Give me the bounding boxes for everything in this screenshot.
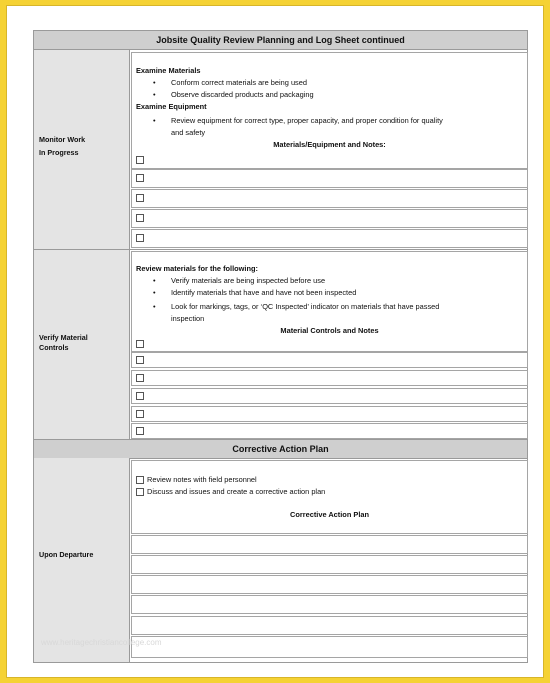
upon-departure-label-cell [34,458,130,662]
notes-line[interactable] [131,169,528,188]
bullet-marker: • [153,78,156,87]
notes-line[interactable] [131,209,528,228]
notes-line[interactable] [131,423,528,439]
materials-equipment-notes-heading: Materials/Equipment and Notes: [273,140,386,149]
notes-checkbox[interactable] [136,156,144,164]
verify-material-label-line1: Verify Material [39,333,88,342]
notes-line[interactable] [131,229,528,248]
form-title: Jobsite Quality Review Planning and Log Sheet continued [34,31,527,50]
equipment-bullet-line2: and safety [171,128,206,137]
notes-checkbox[interactable] [136,356,144,364]
document-sheet [7,6,543,677]
monitor-work-label-line1: Monitor Work [39,135,86,144]
verify-bullet-1: Verify materials are being inspected before use [171,276,326,285]
materials-bullet-2: Observe discarded products and packaging [171,90,314,99]
verify-bullet-2: Identify materials that have and have not been inspected [171,288,357,297]
bullet-marker: • [153,302,156,311]
verify-material-instructions [131,251,528,352]
notes-checkbox[interactable] [136,340,144,348]
monitor-work-label-line2: In Progress [39,148,79,157]
notes-checkbox[interactable] [136,427,144,435]
plan-line[interactable] [131,555,528,574]
watermark: www.heritagechristiancollege.com [41,638,162,647]
bullet-marker: • [153,116,156,125]
notes-line[interactable] [131,370,528,386]
notes-checkbox[interactable] [136,194,144,202]
notes-line[interactable] [131,189,528,208]
review-materials-heading: Review materials for the following: [136,264,258,273]
bullet-marker: • [153,276,156,285]
bullet-marker: • [153,288,156,297]
plan-line[interactable] [131,636,528,658]
discuss-issues-item: Discuss and issues and create a corrective action plan [147,487,326,496]
plan-line[interactable] [131,595,528,614]
discuss-issues-checkbox[interactable] [136,488,144,496]
verify-material-label-cell [34,250,130,439]
examine-equipment-heading: Examine Equipment [136,102,207,111]
materials-bullet-1: Conform correct materials are being used [171,78,307,87]
corrective-action-header: Corrective Action Plan [34,439,527,459]
examine-materials-heading: Examine Materials [136,66,201,75]
bullet-marker: • [153,90,156,99]
corrective-plan-heading: Corrective Action Plan [290,510,369,519]
upon-departure-label: Upon Departure [39,550,94,559]
review-notes-checkbox[interactable] [136,476,144,484]
notes-checkbox[interactable] [136,174,144,182]
notes-line[interactable] [131,388,528,404]
verify-bullet-3-line2: inspection [171,314,205,323]
verify-material-label-line2: Controls [39,343,69,352]
material-controls-notes-heading: Material Controls and Notes [280,326,379,335]
monitor-work-label-cell [34,50,130,249]
monitor-work-instructions [131,52,528,169]
notes-line[interactable] [131,406,528,422]
review-notes-item: Review notes with field personnel [147,475,257,484]
quality-review-form [33,30,528,663]
notes-checkbox[interactable] [136,374,144,382]
verify-bullet-3-line1: Look for markings, tags, or ‘QC Inspected’ indicator on materials that have passed [171,302,440,311]
notes-checkbox[interactable] [136,214,144,222]
departure-instructions [131,460,528,534]
notes-checkbox[interactable] [136,392,144,400]
notes-checkbox[interactable] [136,410,144,418]
plan-line[interactable] [131,535,528,554]
notes-line[interactable] [131,352,528,368]
notes-checkbox[interactable] [136,234,144,242]
equipment-bullet-line1: Review equipment for correct type, proper capacity, and proper condition for quality [171,116,443,125]
plan-line[interactable] [131,575,528,594]
plan-line[interactable] [131,616,528,635]
